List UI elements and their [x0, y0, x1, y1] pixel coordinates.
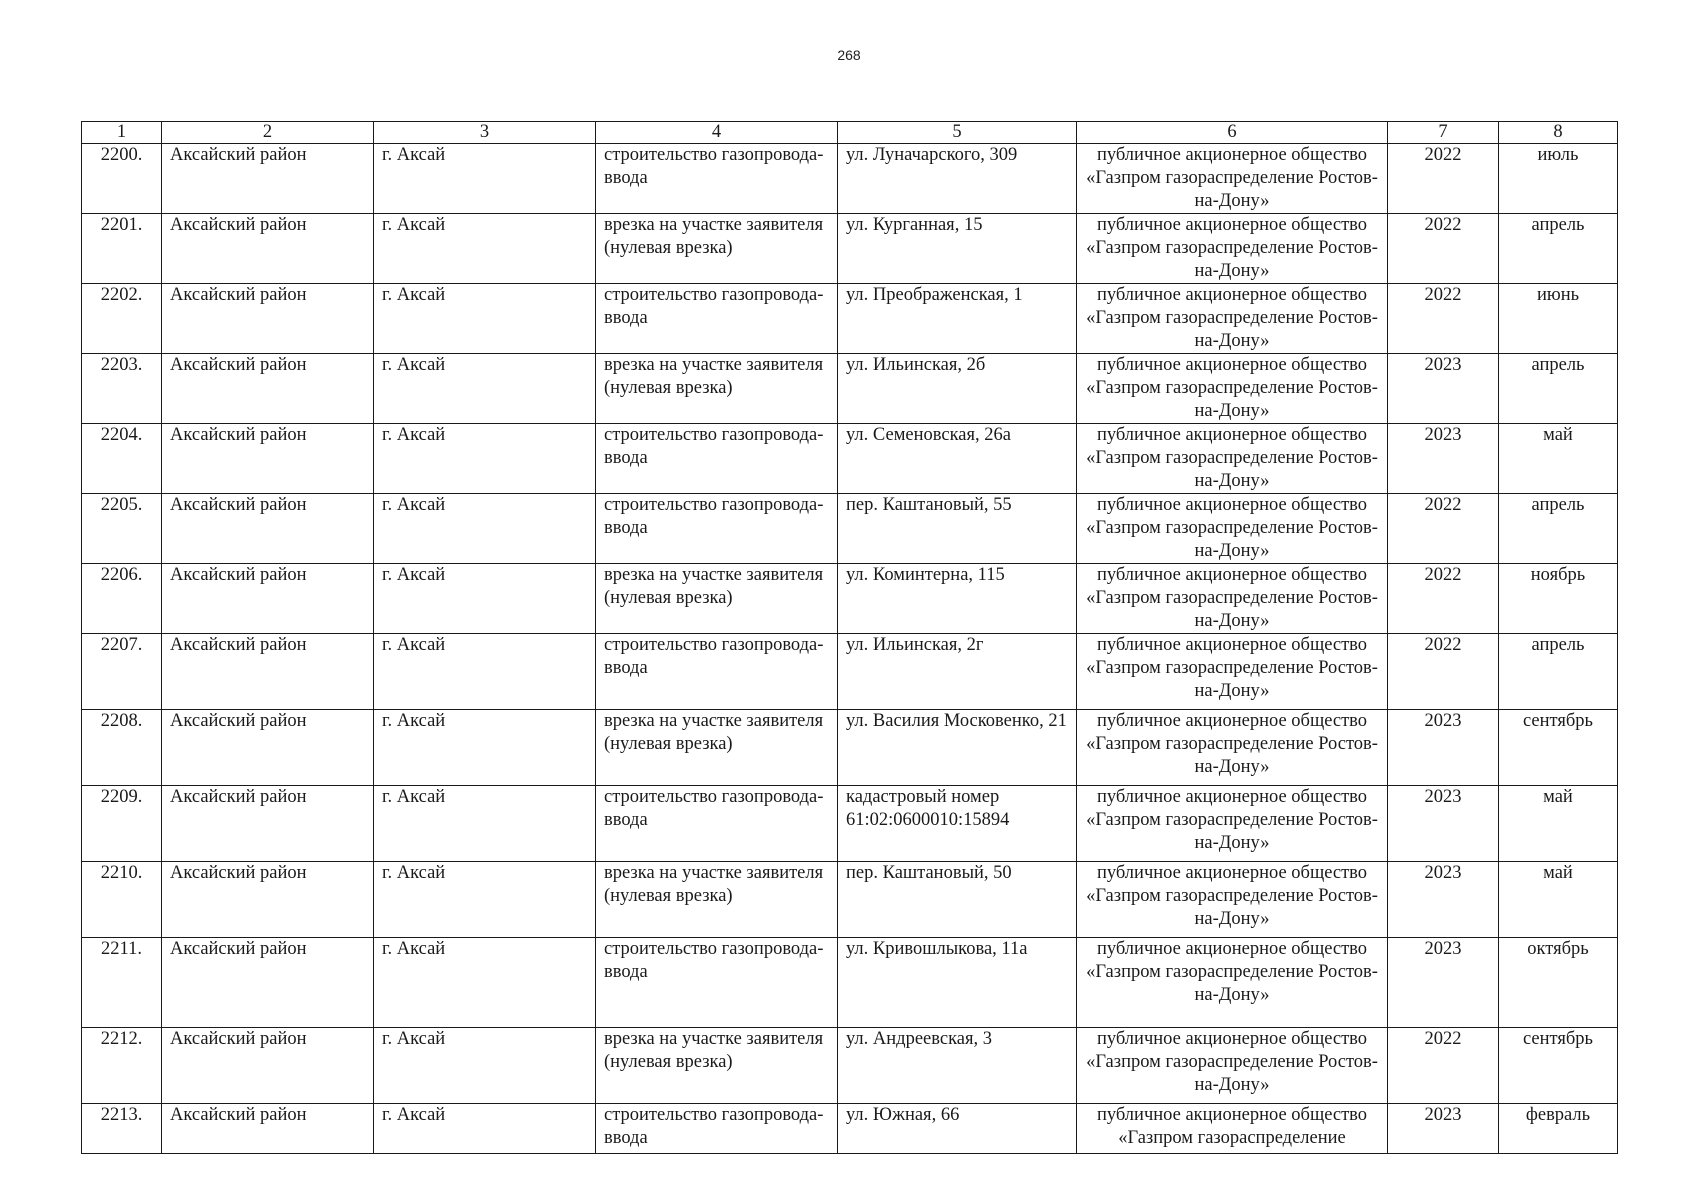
cell-address: ул. Коминтерна, 115 — [838, 564, 1077, 634]
cell-organization: публичное акционерное общество «Газпром газораспределение Ростов-на-Дону» — [1077, 494, 1388, 564]
cell-organization: публичное акционерное общество «Газпром газораспределение Ростов-на-Дону» — [1077, 786, 1388, 862]
cell-locality: г. Аксай — [374, 494, 596, 564]
cell-address: ул. Преображенская, 1 — [838, 284, 1077, 354]
cell-number: 2206. — [82, 564, 162, 634]
cell-work-type: врезка на участке заявителя (нулевая врезка) — [596, 354, 838, 424]
cell-locality: г. Аксай — [374, 424, 596, 494]
cell-work-type: врезка на участке заявителя (нулевая врезка) — [596, 1028, 838, 1104]
cell-month: сентябрь — [1499, 1028, 1618, 1104]
table-header-row — [82, 122, 1618, 144]
cell-number: 2210. — [82, 862, 162, 938]
cell-work-type: врезка на участке заявителя (нулевая врезка) — [596, 862, 838, 938]
cell-district: Аксайский район — [162, 938, 374, 1028]
column-header: 1 — [82, 122, 162, 144]
column-header: 2 — [162, 122, 374, 144]
cell-organization: публичное акционерное общество «Газпром газораспределение Ростов-на-Дону» — [1077, 144, 1388, 214]
cell-year: 2022 — [1388, 634, 1499, 710]
cell-locality: г. Аксай — [374, 862, 596, 938]
cell-work-type: врезка на участке заявителя (нулевая врезка) — [596, 564, 838, 634]
cell-locality: г. Аксай — [374, 710, 596, 786]
cell-number: 2213. — [82, 1104, 162, 1154]
cell-locality: г. Аксай — [374, 144, 596, 214]
table-row — [82, 938, 1618, 1028]
cell-month: апрель — [1499, 354, 1618, 424]
table-row — [82, 862, 1618, 938]
cell-address: ул. Андреевская, 3 — [838, 1028, 1077, 1104]
cell-work-type: строительство газопровода-ввода — [596, 938, 838, 1028]
cell-month: май — [1499, 424, 1618, 494]
cell-month: апрель — [1499, 634, 1618, 710]
cell-locality: г. Аксай — [374, 938, 596, 1028]
cell-address: ул. Кривошлыкова, 11а — [838, 938, 1077, 1028]
cell-district: Аксайский район — [162, 424, 374, 494]
cell-organization: публичное акционерное общество «Газпром газораспределение Ростов-на-Дону» — [1077, 214, 1388, 284]
cell-year: 2023 — [1388, 786, 1499, 862]
cell-district: Аксайский район — [162, 862, 374, 938]
cell-year: 2022 — [1388, 494, 1499, 564]
cell-year: 2023 — [1388, 424, 1499, 494]
table-row — [82, 710, 1618, 786]
table-row — [82, 214, 1618, 284]
table-row — [82, 1028, 1618, 1104]
cell-district: Аксайский район — [162, 144, 374, 214]
table-row — [82, 786, 1618, 862]
cell-organization: публичное акционерное общество «Газпром газораспределение Ростов-на-Дону» — [1077, 424, 1388, 494]
cell-year: 2022 — [1388, 564, 1499, 634]
cell-address: ул. Южная, 66 — [838, 1104, 1077, 1154]
page-number: 268 — [837, 47, 861, 63]
cell-month: октябрь — [1499, 938, 1618, 1028]
cell-organization: публичное акционерное общество «Газпром газораспределение Ростов-на-Дону» — [1077, 564, 1388, 634]
cell-district: Аксайский район — [162, 710, 374, 786]
cell-address: пер. Каштановый, 55 — [838, 494, 1077, 564]
cell-year: 2022 — [1388, 144, 1499, 214]
cell-work-type: строительство газопровода-ввода — [596, 786, 838, 862]
table-row — [82, 424, 1618, 494]
cell-locality: г. Аксай — [374, 214, 596, 284]
table-row — [82, 494, 1618, 564]
cell-address: ул. Ильинская, 2г — [838, 634, 1077, 710]
cell-address: кадастровый номер 61:02:0600010:15894 — [838, 786, 1077, 862]
cell-district: Аксайский район — [162, 1028, 374, 1104]
cell-locality: г. Аксай — [374, 284, 596, 354]
cell-address: ул. Ильинская, 2б — [838, 354, 1077, 424]
cell-year: 2023 — [1388, 1104, 1499, 1154]
registry-table — [81, 121, 1618, 1154]
cell-number: 2211. — [82, 938, 162, 1028]
cell-district: Аксайский район — [162, 1104, 374, 1154]
cell-work-type: строительство газопровода-ввода — [596, 424, 838, 494]
cell-address: ул. Курганная, 15 — [838, 214, 1077, 284]
table-row — [82, 354, 1618, 424]
cell-number: 2203. — [82, 354, 162, 424]
cell-locality: г. Аксай — [374, 564, 596, 634]
cell-organization: публичное акционерное общество «Газпром газораспределение Ростов-на-Дону» — [1077, 1028, 1388, 1104]
cell-district: Аксайский район — [162, 354, 374, 424]
cell-locality: г. Аксай — [374, 1104, 596, 1154]
cell-number: 2200. — [82, 144, 162, 214]
cell-organization: публичное акционерное общество «Газпром газораспределение Ростов-на-Дону» — [1077, 354, 1388, 424]
cell-month: май — [1499, 862, 1618, 938]
cell-district: Аксайский район — [162, 634, 374, 710]
cell-number: 2205. — [82, 494, 162, 564]
cell-month: июль — [1499, 144, 1618, 214]
cell-year: 2022 — [1388, 214, 1499, 284]
cell-month: апрель — [1499, 494, 1618, 564]
column-header: 5 — [838, 122, 1077, 144]
column-header: 8 — [1499, 122, 1618, 144]
cell-number: 2204. — [82, 424, 162, 494]
cell-work-type: строительство газопровода-ввода — [596, 494, 838, 564]
table-row — [82, 144, 1618, 214]
cell-month: ноябрь — [1499, 564, 1618, 634]
cell-work-type: врезка на участке заявителя (нулевая врезка) — [596, 710, 838, 786]
cell-locality: г. Аксай — [374, 354, 596, 424]
cell-organization: публичное акционерное общество «Газпром газораспределение Ростов-на-Дону» — [1077, 710, 1388, 786]
cell-work-type: строительство газопровода-ввода — [596, 1104, 838, 1154]
cell-number: 2207. — [82, 634, 162, 710]
cell-address: ул. Луначарского, 309 — [838, 144, 1077, 214]
cell-month: май — [1499, 786, 1618, 862]
cell-district: Аксайский район — [162, 786, 374, 862]
cell-number: 2202. — [82, 284, 162, 354]
cell-year: 2022 — [1388, 284, 1499, 354]
cell-organization: публичное акционерное общество «Газпром газораспределение — [1077, 1104, 1388, 1154]
cell-address: ул. Василия Московенко, 21 — [838, 710, 1077, 786]
cell-month: июнь — [1499, 284, 1618, 354]
cell-address: ул. Семеновская, 26а — [838, 424, 1077, 494]
column-header: 4 — [596, 122, 838, 144]
cell-organization: публичное акционерное общество «Газпром газораспределение Ростов-на-Дону» — [1077, 284, 1388, 354]
column-header: 6 — [1077, 122, 1388, 144]
cell-district: Аксайский район — [162, 494, 374, 564]
cell-year: 2023 — [1388, 862, 1499, 938]
cell-year: 2023 — [1388, 710, 1499, 786]
cell-locality: г. Аксай — [374, 1028, 596, 1104]
column-header: 7 — [1388, 122, 1499, 144]
cell-locality: г. Аксай — [374, 634, 596, 710]
cell-number: 2209. — [82, 786, 162, 862]
cell-year: 2022 — [1388, 1028, 1499, 1104]
table-row — [82, 634, 1618, 710]
cell-district: Аксайский район — [162, 564, 374, 634]
cell-organization: публичное акционерное общество «Газпром газораспределение Ростов-на-Дону» — [1077, 862, 1388, 938]
cell-number: 2212. — [82, 1028, 162, 1104]
cell-number: 2208. — [82, 710, 162, 786]
table-row — [82, 284, 1618, 354]
cell-organization: публичное акционерное общество «Газпром газораспределение Ростов-на-Дону» — [1077, 634, 1388, 710]
cell-year: 2023 — [1388, 354, 1499, 424]
cell-month: апрель — [1499, 214, 1618, 284]
cell-district: Аксайский район — [162, 214, 374, 284]
column-header: 3 — [374, 122, 596, 144]
cell-number: 2201. — [82, 214, 162, 284]
cell-work-type: врезка на участке заявителя (нулевая врезка) — [596, 214, 838, 284]
cell-district: Аксайский район — [162, 284, 374, 354]
cell-year: 2023 — [1388, 938, 1499, 1028]
cell-month: сентябрь — [1499, 710, 1618, 786]
cell-work-type: строительство газопровода-ввода — [596, 284, 838, 354]
table-row — [82, 1104, 1618, 1154]
cell-work-type: строительство газопровода-ввода — [596, 634, 838, 710]
cell-work-type: строительство газопровода-ввода — [596, 144, 838, 214]
table-row — [82, 564, 1618, 634]
cell-organization: публичное акционерное общество «Газпром газораспределение Ростов-на-Дону» — [1077, 938, 1388, 1028]
cell-locality: г. Аксай — [374, 786, 596, 862]
cell-address: пер. Каштановый, 50 — [838, 862, 1077, 938]
cell-month: февраль — [1499, 1104, 1618, 1154]
